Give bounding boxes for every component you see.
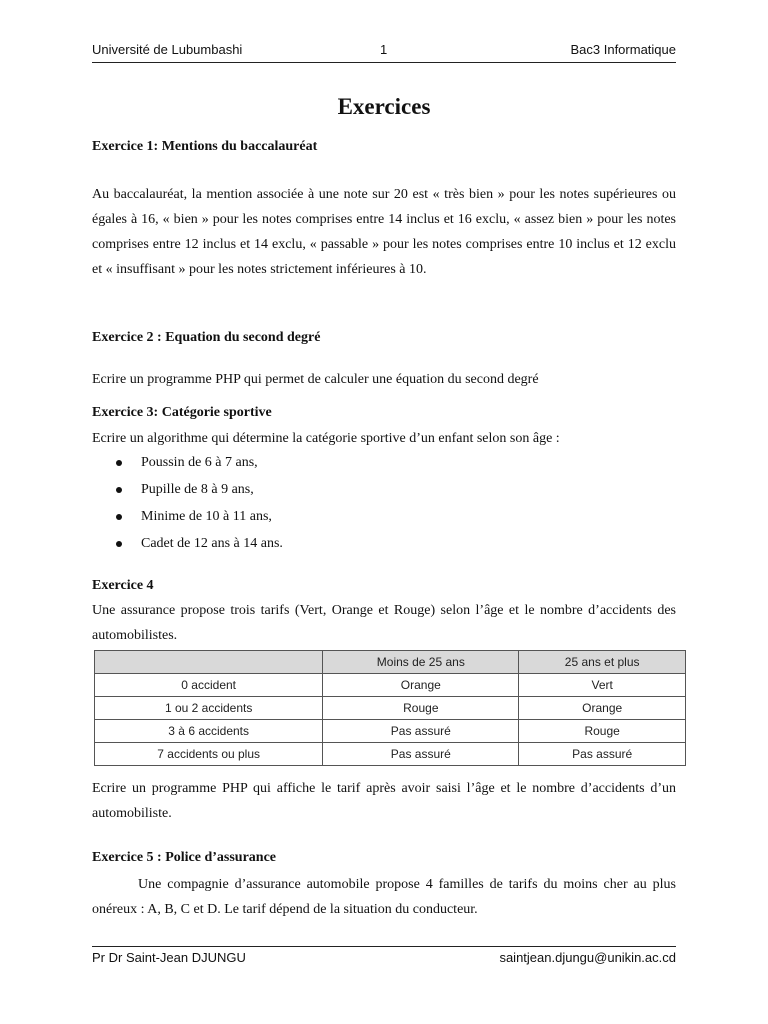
- exercise-3-text: Ecrire un algorithme qui détermine la catégorie sportive d’un enfant selon son âge :: [92, 431, 560, 446]
- exercise-2-heading: Exercice 2 : Equation du second degré: [92, 330, 321, 345]
- list-item: Cadet de 12 ans à 14 ans.: [92, 534, 283, 561]
- header-university: Université de Lubumbashi: [92, 42, 243, 57]
- table-cell: Pas assuré: [323, 743, 519, 766]
- bullet-icon: [116, 460, 122, 466]
- list-item: Poussin de 6 à 7 ans,: [92, 453, 283, 480]
- page-header: [92, 42, 676, 63]
- exercise-1-text: Au baccalauréat, la mention associée à une note sur 20 est « très bien » pour les notes supérieures ou égales à 16, « bien » pour les notes comprises entre 14 inclus et 16 exclu, « assez bien » pour les notes comprises entre 12 inclus et 14 exclu, « passable » pour les notes comprises entre 10 inclus et 12 exclu et « insuffisant » pour les notes strictement inférieures à 10.: [92, 187, 676, 277]
- table-cell: Pas assuré: [519, 743, 686, 766]
- exercise-2-text: Ecrire un programme PHP qui permet de calculer une équation du second degré: [92, 372, 539, 387]
- exercise-3-heading: Exercice 3: Catégorie sportive: [92, 405, 272, 420]
- column-header: Moins de 25 ans: [323, 651, 519, 674]
- row-label: 0 accident: [95, 674, 323, 697]
- table-row: [95, 697, 686, 720]
- age-category-list: [92, 453, 283, 561]
- table-corner-cell: [95, 651, 323, 674]
- exercise-1-heading: Exercice 1: Mentions du baccalauréat: [92, 139, 318, 154]
- tariff-table: [94, 650, 686, 766]
- header-course: Bac3 Informatique: [570, 42, 676, 57]
- table-cell: Pas assuré: [323, 720, 519, 743]
- table-row: [95, 720, 686, 743]
- exercise-5-text: Une compagnie d’assurance automobile propose 4 familles de tarifs du moins cher au plus onéreux : A, B, C et D. Le tarif dépend de la situation du conducteur.: [92, 877, 676, 917]
- exercise-4-text: Une assurance propose trois tarifs (Vert, Orange et Rouge) selon l’âge et le nombre d’accidents des automobilistes.: [92, 603, 676, 643]
- table-row: [95, 743, 686, 766]
- bullet-icon: [116, 514, 122, 520]
- document-title: Exercices: [337, 94, 431, 119]
- row-label: 3 à 6 accidents: [95, 720, 323, 743]
- bullet-icon: [116, 487, 122, 493]
- bullet-icon: [116, 541, 122, 547]
- list-item: Minime de 10 à 11 ans,: [92, 507, 283, 534]
- row-label: 1 ou 2 accidents: [95, 697, 323, 720]
- table-cell: Vert: [519, 674, 686, 697]
- table-cell: Rouge: [519, 720, 686, 743]
- column-header: 25 ans et plus: [519, 651, 686, 674]
- footer-author: Pr Dr Saint-Jean DJUNGU: [92, 950, 246, 965]
- exercise-4-instruction: Ecrire un programme PHP qui affiche le tarif après avoir saisi l’âge et le nombre d’accidents d’un automobiliste.: [92, 781, 676, 821]
- page-footer: [92, 946, 676, 967]
- row-label: 7 accidents ou plus: [95, 743, 323, 766]
- header-page-number: 1: [380, 42, 388, 57]
- table-header-row: [95, 651, 686, 674]
- table-row: [95, 674, 686, 697]
- exercise-5-heading: Exercice 5 : Police d’assurance: [92, 850, 277, 865]
- exercise-4-heading: Exercice 4: [92, 578, 154, 593]
- table-cell: Orange: [323, 674, 519, 697]
- footer-email: saintjean.djungu@unikin.ac.cd: [499, 950, 676, 965]
- list-item: Pupille de 8 à 9 ans,: [92, 480, 283, 507]
- table-cell: Rouge: [323, 697, 519, 720]
- table-cell: Orange: [519, 697, 686, 720]
